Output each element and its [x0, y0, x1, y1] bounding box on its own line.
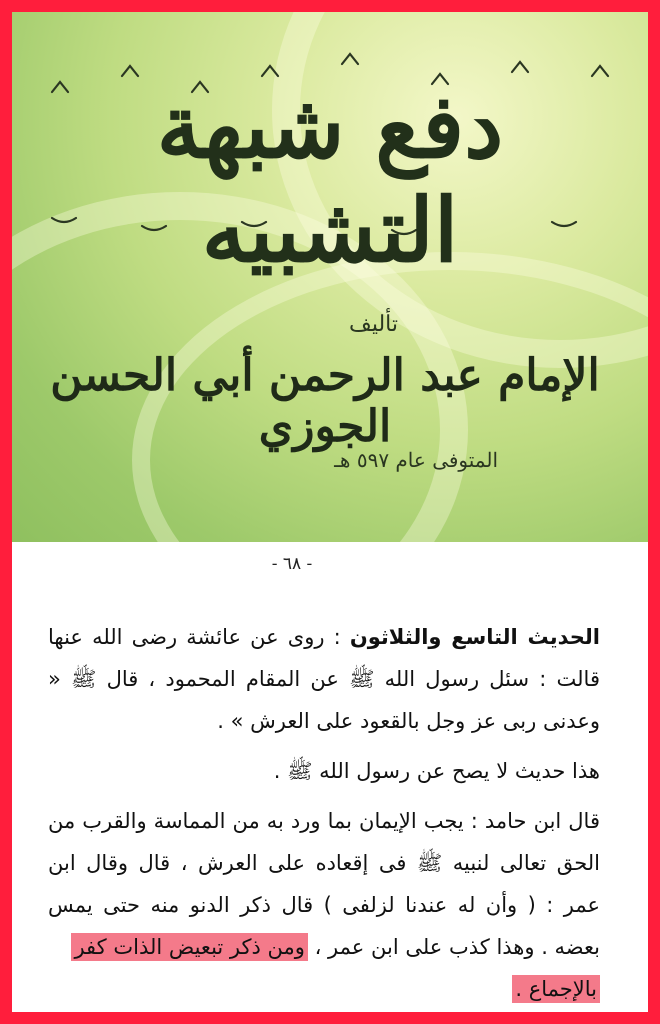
paragraph-ruling: هذا حديث لا يصح عن رسول الله ﷺ .	[273, 759, 600, 783]
hadith-text: : روى عن عائشة رضى الله عنها قالت : سئل رسول الله ﷺ عن المقام المحمود ، قال ﷺ « وعدنى ربى عز وجل بالقعود على العرش » .	[48, 625, 600, 733]
paragraph-hadith	[48, 616, 600, 742]
ibn-hamid-text: قال ابن حامد : يجب الإيمان بما ورد به من المماسة والقرب من الحق تعالى لنبيه ﷺ فى إقعاده على العرش ، قال وقال ابن عمر : ( وأن له عندنا لزلفى ) قال ذكر الدنو منه حتى يمس بعضه . وهذا كذب على ابن عمر ،	[48, 809, 600, 959]
paragraph-ibn-hamid	[48, 800, 600, 1010]
author-death-date: المتوفى عام ٥٩٧ هـ	[334, 448, 498, 472]
highlighted-text: ومن ذكر تبعيض الذات كفر	[71, 933, 307, 961]
highlighted-text-continued: بالإجماع .	[512, 975, 600, 1003]
book-cover	[12, 12, 648, 542]
book-author: الإمام عبد الرحمن أبي الحسن الجوزي	[50, 350, 600, 452]
page-number: - ٦٨ -	[271, 554, 313, 574]
author-prefix: تأليف	[349, 312, 398, 337]
page-frame	[12, 12, 648, 1012]
book-title: دفع شبهة التشبيه	[156, 74, 504, 282]
page-body	[48, 616, 600, 1010]
hadith-heading: الحديث التاسع والثلاثون	[349, 625, 600, 649]
